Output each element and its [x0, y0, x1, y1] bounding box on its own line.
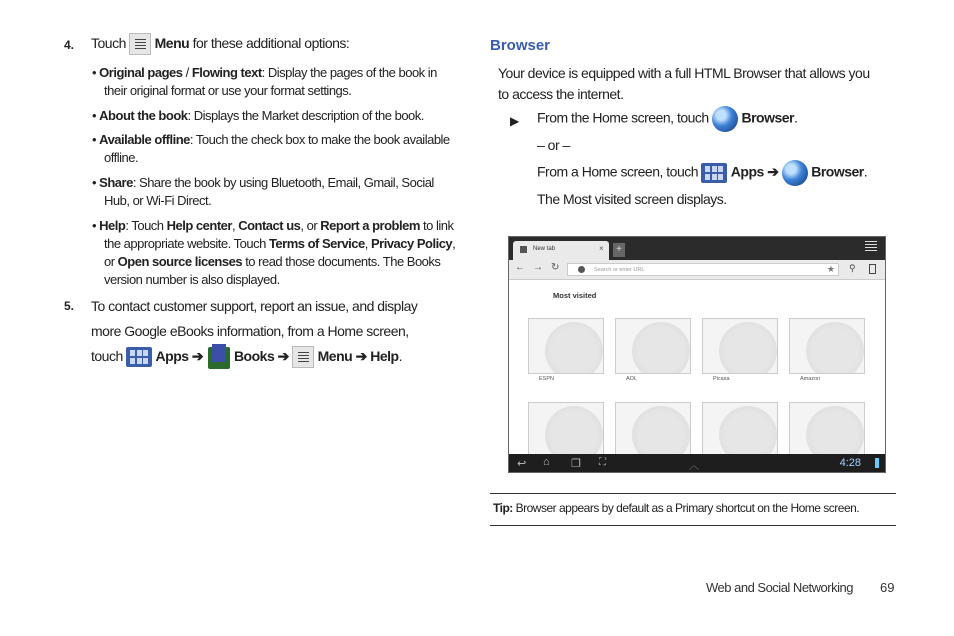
- globe-placeholder: [545, 322, 603, 374]
- menu-icon: [292, 346, 314, 368]
- step-4-text: [91, 33, 349, 55]
- tip-label: Tip:: [493, 501, 513, 515]
- refresh-icon[interactable]: ↻: [551, 262, 560, 273]
- close-icon[interactable]: ×: [599, 244, 604, 253]
- browser-step-2: From a Home screen, touch Apps ➔ Browser.: [537, 160, 897, 186]
- page-icon: [520, 246, 527, 253]
- tip-box: [493, 501, 859, 515]
- bookmarks-icon[interactable]: [869, 264, 876, 274]
- browser-intro: Your device is equipped with a full HTML Browser that allows you to access the internet.: [498, 65, 870, 102]
- screenshot-icon[interactable]: ⛶: [599, 457, 606, 468]
- url-input[interactable]: [567, 263, 839, 276]
- step-4-menu: Menu: [154, 35, 190, 51]
- arrow-icon: ➔: [355, 348, 367, 364]
- globe-placeholder: [719, 322, 777, 374]
- battery-icon: [875, 458, 879, 468]
- or-separator: – or –: [537, 137, 570, 153]
- thumb-aol[interactable]: [615, 318, 691, 374]
- step-4-number: 4.: [64, 38, 75, 52]
- step-4-pre: Touch: [91, 35, 126, 51]
- apps-icon: [701, 163, 727, 183]
- menu-icon: [129, 33, 151, 55]
- menu-icon[interactable]: [865, 241, 877, 251]
- tip-text: Browser appears by default as a Primary shortcut on the Home screen.: [515, 501, 860, 515]
- back-icon[interactable]: ←: [515, 262, 525, 273]
- thumb-espn[interactable]: [528, 318, 604, 374]
- recent-apps-icon[interactable]: ❐: [571, 458, 581, 470]
- status-clock: 4:28: [839, 457, 861, 469]
- bullet-about-the-book: • About the book: Displays the Market description of the book.: [92, 108, 424, 123]
- arrow-icon: ➔: [191, 348, 204, 364]
- thumb-label: Picasa: [713, 376, 730, 382]
- url-bar: [509, 260, 885, 280]
- system-nav-bar: [509, 454, 885, 473]
- thumb-empty[interactable]: [789, 402, 865, 458]
- section-heading-browser: Browser: [490, 37, 551, 54]
- apps-icon: [126, 347, 152, 367]
- books-icon: [207, 344, 231, 370]
- step-4-post: for these additional options:: [192, 35, 350, 51]
- browser-icon: [712, 106, 738, 132]
- tip-rule-bottom: [490, 525, 896, 526]
- step-5-text: To contact customer support, report an issue, and display more Google eBooks information, from a Home screen, touch Apps ➔ Books ➔ Menu ➔ Help.: [91, 294, 461, 370]
- tab-new-tab[interactable]: [513, 241, 609, 260]
- step-5-number: 5.: [64, 299, 75, 313]
- thumb-amazon[interactable]: [789, 318, 865, 374]
- browser-result: The Most visited screen displays.: [537, 191, 727, 207]
- home-nav-icon[interactable]: ⌂: [543, 456, 550, 468]
- bullet-help: • Help: Touch Help center, Contact us, or Report a problem to link the appropriate website. Touch Terms of Service, Privacy Policy, or Open source licenses to read those documents. The Books version number is also displayed.: [92, 218, 456, 287]
- bullet-available-offline: • Available offline: Touch the check box to make the book available offline.: [92, 132, 450, 165]
- bullet-triangle-icon: ▶: [510, 114, 520, 128]
- browser-screenshot: [508, 236, 886, 473]
- forward-icon[interactable]: →: [533, 262, 543, 273]
- thumb-empty[interactable]: [528, 402, 604, 458]
- globe-placeholder: [632, 322, 690, 374]
- back-nav-icon[interactable]: ↩: [517, 458, 527, 470]
- thumb-label: AOL: [626, 376, 638, 382]
- new-tab-plus-icon[interactable]: +: [613, 243, 625, 257]
- url-placeholder: Search or enter URL: [594, 267, 645, 273]
- globe-icon: [578, 266, 585, 273]
- tip-rule-top: [490, 493, 896, 494]
- footer-section: Web and Social Networking: [706, 580, 853, 595]
- thumb-empty[interactable]: [702, 402, 778, 458]
- tab-bar: [509, 237, 885, 260]
- thumb-label: ESPN: [539, 376, 554, 382]
- bookmark-star-icon[interactable]: ★: [826, 264, 835, 274]
- chevron-up-icon[interactable]: ︿: [689, 461, 699, 472]
- thumb-picasa[interactable]: [702, 318, 778, 374]
- browser-step-1: From the Home screen, touch Browser.: [537, 106, 897, 132]
- most-visited-heading: Most visited: [553, 291, 597, 300]
- thumb-empty[interactable]: [615, 402, 691, 458]
- globe-placeholder: [632, 406, 690, 458]
- tab-title: New tab: [533, 246, 556, 252]
- globe-placeholder: [806, 406, 864, 458]
- page-number: 69: [880, 580, 895, 595]
- search-icon[interactable]: ⚲: [849, 263, 856, 273]
- browser-icon: [782, 160, 808, 186]
- bullet-original-pages: • Original pages / Flowing text: Display the pages of the book in their original format or use your format settings.: [92, 65, 437, 98]
- globe-placeholder: [719, 406, 777, 458]
- arrow-icon: ➔: [767, 163, 779, 180]
- bullet-share: • Share: Share the book by using Bluetooth, Email, Gmail, Social Hub, or Wi-Fi Direct.: [92, 175, 434, 208]
- thumb-label: Amazon: [800, 376, 821, 382]
- globe-placeholder: [545, 406, 603, 458]
- globe-placeholder: [806, 322, 864, 374]
- arrow-icon: ➔: [277, 348, 289, 364]
